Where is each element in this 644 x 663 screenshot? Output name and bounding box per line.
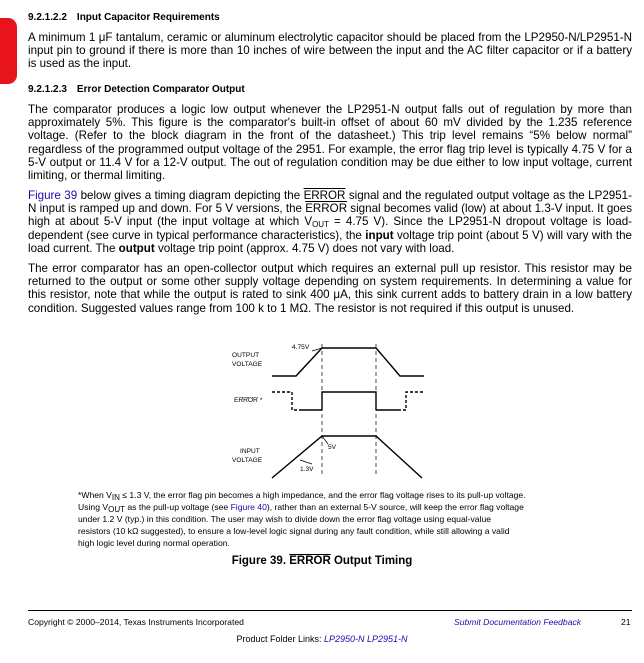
input-voltage-label-2: VOLTAGE bbox=[232, 457, 263, 464]
paragraph-input-capacitor: A minimum 1 μF tantalum, ceramic or aluminum electrolytic capacitor should be placed from the LP2950-N/LP2951-N input pin to ground if there is more than 10 inches of wire between the input and the AC filter capacitor or if a battery is used as the input. bbox=[28, 31, 632, 71]
figure-39-link[interactable]: Figure 39 bbox=[28, 189, 78, 202]
output-voltage-label: OUTPUT bbox=[232, 352, 260, 359]
error-signal-undefined-right bbox=[398, 392, 424, 410]
paragraph-timing: Figure 39 below gives a timing diagram depicting the ERROR signal and the regulated output voltage as the LP2951-N input is ramped up and down. For 5 V versions, the ERROR signal becomes valid (low) at about 1.3-V input. It goes high at about 5-V input (the input voltage at which $V_{OUT} = 4.75$ V). Since the LP2951-N dropout voltage is load-dependent (see curve in typical performance characteristics), the input voltage trip point (about 5 V) will vary with the load current. The output voltage trip point (approx. 4.75 V) does not vary with load. bbox=[28, 189, 633, 255]
section-heading-error-comparator: 9.2.1.2.3 Error Detection Comparator Output bbox=[28, 84, 245, 95]
figure-caption: Figure 39. ERROR Output Timing bbox=[231, 555, 413, 567]
error-label: ERROR * bbox=[234, 397, 263, 404]
label-4-75v: 4.75V bbox=[292, 344, 310, 351]
error-signal-trace bbox=[322, 392, 376, 410]
input-voltage-trace bbox=[272, 436, 422, 478]
submit-feedback-link[interactable]: Submit Documentation Feedback bbox=[454, 617, 582, 627]
label-5v: 5V bbox=[328, 444, 337, 451]
timing-diagram bbox=[228, 340, 440, 480]
footer-divider bbox=[28, 610, 632, 611]
copyright: Copyright © 2000–2014, Texas Instruments Incorporated bbox=[28, 617, 244, 627]
error-signal-name: ERROR bbox=[303, 189, 346, 202]
output-voltage-trace bbox=[272, 348, 424, 376]
product-folder-links: Product Folder Links: LP2950-N LP2951-N bbox=[236, 634, 408, 644]
page-edge-tab bbox=[0, 18, 17, 84]
input-voltage-label: INPUT bbox=[240, 448, 260, 455]
output-voltage-label-2: VOLTAGE bbox=[232, 361, 263, 368]
section-heading-input-capacitor: 9.2.1.2.2 Input Capacitor Requirements bbox=[28, 12, 220, 23]
page-number: 21 bbox=[621, 617, 631, 627]
error-signal-undefined-left bbox=[272, 392, 300, 410]
label-1-3v: 1.3V bbox=[300, 466, 314, 473]
paragraph-pullup: The error comparator has an open-collector output which requires an external pull up resistor. This resistor may be returned to the output or some other supply voltage depending on system requirements. In determining a value for this resistor, note that while the output is rated to sink 400 μA, this sink current adds to battery drain in a low battery condition. Suggested values range from 100 k to 1 MΩ. The resistor is not required if this output is unused. bbox=[28, 262, 632, 315]
figure-footnote: *When $V_{IN} \le 1.3$ V, the error flag pin becomes a high impedance, and the error flag voltage rises to its pull-up voltage. Using $V_{OUT}$ as the pull-up voltage (see Figure 40), rather than an external 5-V source, will keep the error flag voltage under 1.2 V (typ.) in this condition. The user may wish to divide down the error flag voltage using equal-value resistors (10 kΩ suggested), to ensure a low-level logic signal during any fault condition, while still allowing a valid high logic level during normal operation. bbox=[78, 490, 526, 548]
lp2950-link[interactable]: LP2950-N bbox=[323, 634, 365, 644]
error-signal-name: ERROR bbox=[305, 202, 348, 216]
figure-40-link[interactable]: Figure 40 bbox=[230, 502, 267, 512]
paragraph-comparator: The comparator produces a logic low output whenever the LP2951-N output falls out of regulation by more than approximately 5%. This figure is the comparator's built-in offset of about 60 mV divided by the 1.235 reference voltage. (Refer to the block diagram in the front of the datasheet.) This trip level remains “5% below normal” regardless of the programmed output voltage of the 2951. For example, the error flag trip level is typically 4.75 V for a 5-V output or 11.4 V for a 12-V output. The out of regulation condition may be due either to low input voltage, current limiting, or thermal limiting. bbox=[28, 103, 632, 183]
lp2951-link[interactable]: LP2951-N bbox=[367, 634, 408, 644]
